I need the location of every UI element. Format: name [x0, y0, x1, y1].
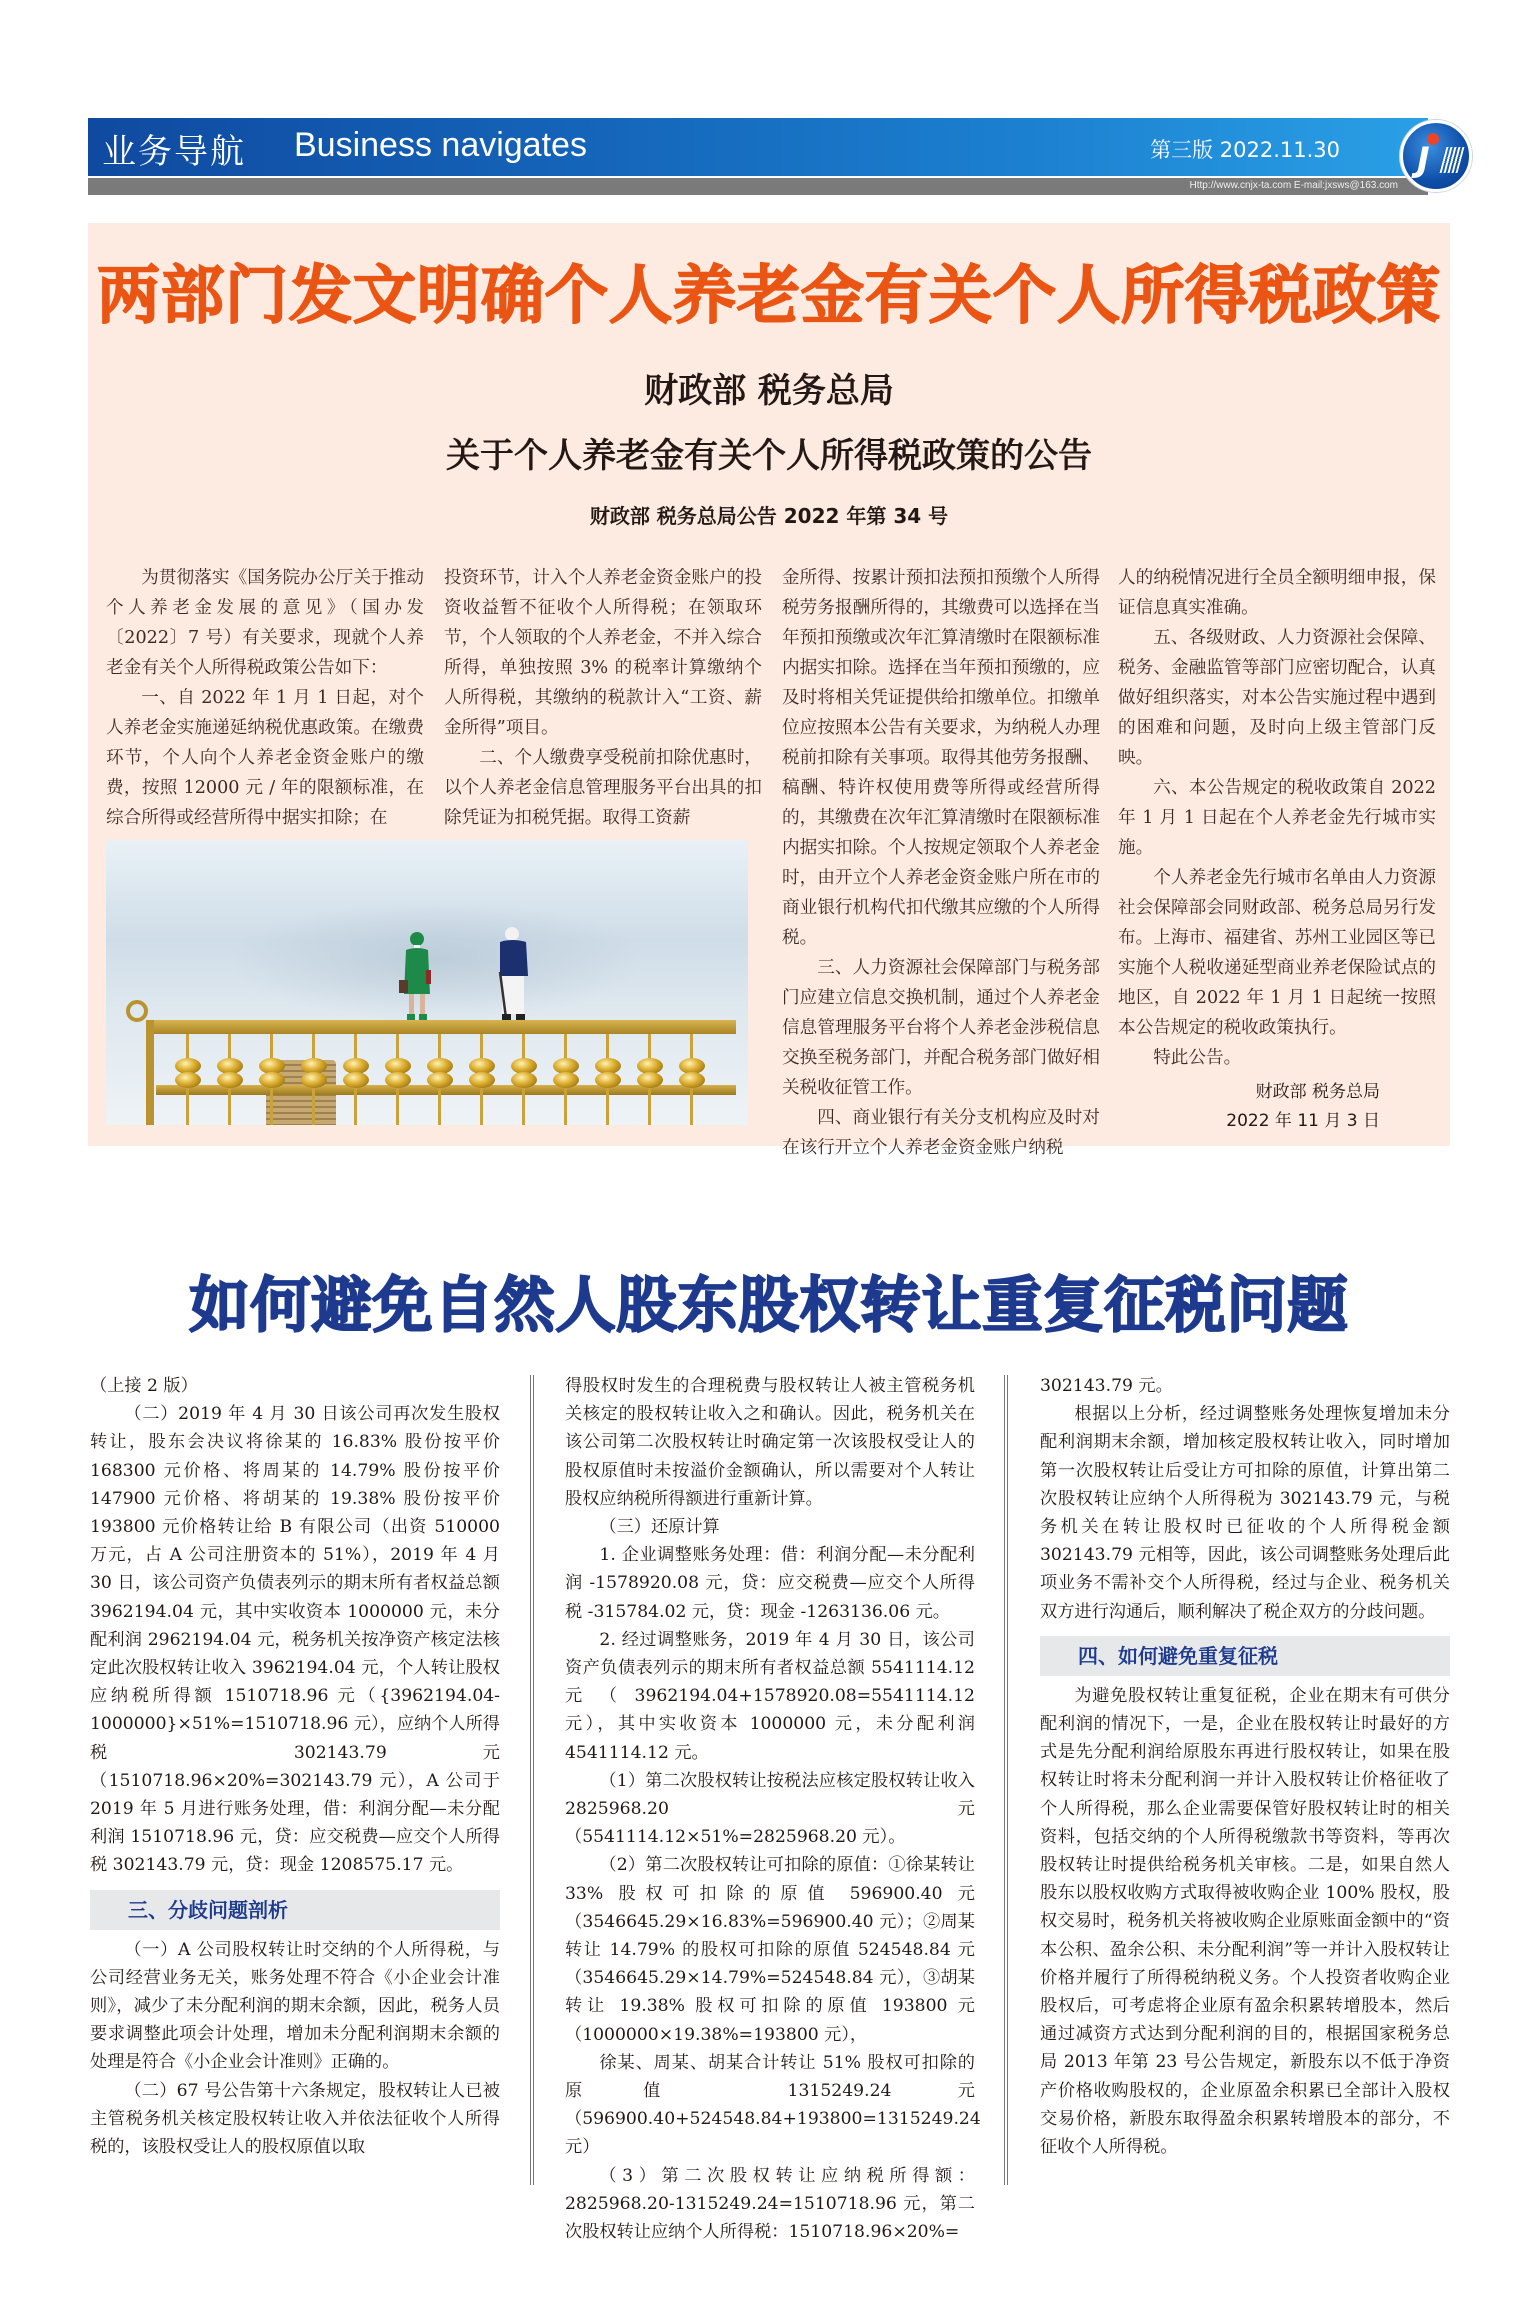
article2-column-2 [565, 1372, 981, 2246]
logo-letter-j: J [1417, 140, 1430, 180]
paragraph: 2. 经过调整账务，2019 年 4 月 30 日，该公司资产负债表列示的期末所有者权益总额 5541114.12 元（3962194.04+1578920.08=5541114.12 元），其中实收资本 1000000 元，未分配利润 4541114.12 元。 [565, 1629, 975, 1763]
paragraph: （2）第二次股权转让可扣除的原值：①徐某转让 33% 股权可扣除的原值 596900.40 元（3546645.29×16.83%=596900.40 元）；②周某转让 14.79% 的股权可扣除的原值 524548.84 元（3546645.29×14.79%=524548.84 元），③胡某转让 19.38% 股权可扣除的原值 193800 元（1000000×19.38%=193800 元）， [565, 1855, 975, 2045]
issuer: 财政部 税务总局 [644, 371, 894, 411]
abacus-top-bar [146, 1020, 736, 1034]
elderly-woman-figure [396, 930, 436, 1022]
abacus-bead [217, 1072, 243, 1088]
abacus-bead [553, 1072, 579, 1088]
notice-number: 财政部 税务总局公告 2022 年第 34 号 [589, 504, 949, 528]
paragraph: 徐某、周某、胡某合计转让 51% 股权可扣除的原值 1315249.24 元（596900.40+524548.84+193800=1315249.24 元） [565, 2052, 981, 2158]
abacus-ring [126, 1000, 148, 1022]
signature-block [1118, 1078, 1436, 1136]
abacus-elderly-photo [106, 840, 748, 1125]
subheading-restore-calc: （三）还原计算 [599, 1517, 720, 1538]
notice-title: 关于个人养老金有关个人所得税政策的公告 [446, 436, 1092, 476]
elderly-man-figure [494, 926, 534, 1022]
paragraph: 人的纳税情况进行全员全额明细申报，保证信息真实准确。 [1118, 568, 1436, 618]
jx-logo-icon [1400, 120, 1472, 192]
contact-info: Http://www.cnjx-ta.com E-mail:jxsws@163.com [1189, 180, 1398, 191]
column-divider [1004, 1375, 1008, 2185]
article2-column-3 [1040, 1372, 1450, 2161]
paragraph: 302143.79 元。 [1040, 1376, 1173, 1396]
paragraph: 一、自 2022 年 1 月 1 日起，对个人养老金实施递延纳税优惠政策。在缴费环节，个人向个人养老金资金账户的缴费，按照 12000 元 / 年的限额标准，在综合所得或经营所得中据实扣除；在 [106, 688, 424, 828]
abacus-bead [679, 1072, 705, 1088]
paragraph: 二、个人缴费享受税前扣除优惠时，以个人养老金信息管理服务平台出具的扣除凭证为扣税凭据。取得工资薪 [444, 748, 762, 828]
abacus-bead [595, 1072, 621, 1088]
paragraph: 特此公告。 [1153, 1048, 1242, 1068]
paragraph: 1. 企业调整账务处理：借：利润分配—未分配利润 -1578920.08 元，贷：应交税费—应交个人所得税 -315784.02 元，贷：现金 -1263136.06 元。 [565, 1545, 975, 1622]
paragraph: 金所得、按累计预扣法预扣预缴个人所得税劳务报酬所得的，其缴费可以选择在当年预扣预缴或次年汇算清缴时在限额标准内据实扣除。选择在当年预扣预缴的，应及时将相关凭证提供给扣缴单位。扣缴单位应按照本公告有关要求，为纳税人办理税前扣除有关事项。取得其他劳务报酬、稿酬、特许权使用费等所得或经营所得的，其缴费在次年汇算清缴时在限额标准内据实扣除。个人按规定领取个人养老金时，由开立个人养老金资金账户所在市的商业银行机构代扣代缴其应缴的个人所得税。 [782, 568, 1100, 948]
article1-column-2 [444, 563, 762, 833]
paragraph: 五、各级财政、人力资源社会保障、税务、金融监管等部门应密切配合，认真做好组织落实，对本公告实施过程中遇到的困难和问题，及时向上级主管部门反映。 [1118, 628, 1436, 768]
paragraph: （二）2019 年 4 月 30 日该公司再次发生股权转让，股东会决议将徐某的 16.83% 股份按平价 168300 元价格、将周某的 14.79% 股份按平价 147900 元价格、将胡某的 19.38% 股份按平价 193800 元价格转让给 B 有限公司（出资 510000 万元，占 A 公司注册资本的 51%），2019 年 4 月 30 日，该公司资产负债表列示的期末所有者权益总额 3962194.04 元，其中实收资本 1000000 元，未分配利润 2962194.04 元，税务机关按净资产核定法核定此次股权转让收入 3962194.04 元，个人转让股权应纳税所得额 1510718.96 元（{3962194.04-1000000}×51%=1510718.96 元），应纳个人所得税 302143.79 元（1510718.96×20%=302143.79 元），A 公司于 2019 年 5 月进行账务处理，借：利润分配—未分配利润 1510718.96 元，贷：应交税费—应交个人所得税 302143.79 元，贷：现金 1208575.17 元。 [90, 1404, 500, 1876]
edition-date: 第三版 2022.11.30 [1150, 138, 1340, 162]
abacus-bead [427, 1072, 453, 1088]
abacus-bead [259, 1072, 285, 1088]
masthead-contact-bar [88, 178, 1428, 195]
article1-column-3 [782, 563, 1100, 1163]
abacus-bead [469, 1072, 495, 1088]
article1-column-1 [106, 563, 424, 833]
article-pension-tax-policy [88, 223, 1450, 1158]
logo-stripes [1440, 147, 1465, 173]
section-title-en: Business navigates [294, 126, 587, 164]
abacus-bead [385, 1072, 411, 1088]
headline-pension-tax: 两部门发文明确个人养老金有关个人所得税政策 [97, 259, 1441, 332]
paragraph: 四、商业银行有关分支机构应及时对在该行开立个人养老金资金账户纳税 [782, 1108, 1100, 1158]
abacus-bead [511, 1072, 537, 1088]
abacus-bead [637, 1072, 663, 1088]
paragraph: （一）A 公司股权转让时交纳的个人所得税，与公司经营业务无关，账务处理不符合《小企业会计准则》，减少了未分配利润的期末余额，因此，税务人员要求调整此项会计处理，增加未分配利润期末余额的处理是符合《小企业会计准则》正确的。 [90, 1939, 500, 2073]
article1-column-4 [1118, 563, 1436, 1073]
column-divider [530, 1375, 534, 2185]
abacus-side-bar [146, 1020, 154, 1125]
masthead-banner [88, 118, 1430, 180]
continued-from-note: （上接 2 版） [90, 1376, 198, 1396]
paragraph: 根据以上分析，经过调整账务处理恢复增加未分配利润期末余额，增加核定股权转让收入，同时增加第一次股权转让后受让方可扣除的原值，计算出第二次股权转让应纳个人所得税为 302143.79 元，与税务机关在转让股权时已征收的个人所得税金额 302143.79 元相等，因此，该公司调整账务处理后此项业务不需补交个人所得税，经过与企业、税务机关双方进行沟通后，顺利解决了税企双方的分歧问题。 [1040, 1404, 1450, 1622]
paragraph: （二）67 号公告第十六条规定，股权转让人已被主管税务机关核定股权转让收入并依法征收个人所得税的，该股权受让人的股权原值以取 [90, 2080, 500, 2158]
paragraph: 投资环节，计入个人养老金资金账户的投资收益暂不征收个人所得税；在领取环节，个人领取的个人养老金，不并入综合所得，单独按照 3% 的税率计算缴纳个人所得税，其缴纳的税款计入“工资、薪金所得”项目。 [444, 568, 762, 738]
headline-equity-transfer-tax: 如何避免自然人股东股权转让重复征税问题 [189, 1271, 1349, 1341]
paragraph: （3）第二次股权转让应纳税所得额：2825968.20-1315249.24=1510718.96 元，第二次股权转让应纳个人所得税：1510718.96×20%= [565, 2165, 975, 2243]
paragraph: 为贯彻落实《国务院办公厅关于推动个人养老金发展的意见》（国办发〔2022〕7 号）有关要求，现就个人养老金有关个人所得税政策公告如下： [106, 568, 424, 678]
paragraph: 六、本公告规定的税收政策自 2022 年 1 月 1 日起在个人养老金先行城市实施。 [1118, 778, 1436, 858]
cloud-shape [226, 900, 646, 1020]
section-heading-4: 四、如何避免重复征税 [1040, 1636, 1450, 1676]
abacus-bead [343, 1072, 369, 1088]
paragraph: 为避免股权转让重复征税，企业在期末有可供分配利润的情况下，一是，企业在股权转让时最好的方式是先分配利润给原股东再进行股权转让，如果在股权转让时将未分配利润一并计入股权转让价格征收了个人所得税，那么企业需要保管好股权转让时的相关资料，包括交纳的个人所得税缴款书等资料，等再次股权转让时提供给税务机关审核。二是，如果自然人股东以股权收购方式取得被收购企业 100% 股权，股权交易时，税务机关将被收购企业原账面金额中的“资本公积、盈余公积、未分配利润”等一并计入股权转让价格并履行了所得税纳税义务。个人投资者收购企业股权后，可考虑将企业原有盈余积累转增股本，然后通过减资方式达到分配利润的目的，根据国家税务总局 2013 年第 23 号公告规定，新股东以不低于净资产价格收购股权的，企业原盈余积累已全部计入股权交易价格，新股东取得盈余积累转增股本的部分，不征收个人所得税。 [1040, 1685, 1450, 2158]
article2-column-1 [90, 1372, 500, 2161]
abacus-bead [301, 1072, 327, 1088]
signature-org: 财政部 税务总局 [1255, 1082, 1380, 1102]
paragraph: （1）第二次股权转让按税法应核定股权转让收入 2825968.20 元（5541114.12×51%=2825968.20 元）。 [565, 1770, 975, 1848]
paragraph: 三、人力资源社会保障部门与税务部门应建立信息交换机制，通过个人养老金信息管理服务平台将个人养老金涉税信息交换至税务部门，并配合税务部门做好相关税收征管工作。 [782, 958, 1100, 1098]
paragraph: 个人养老金先行城市名单由人力资源社会保障部会同财政部、税务总局另行发布。上海市、福建省、苏州工业园区等已实施个人税收递延型商业养老保险试点的地区，自 2022 年 1 月 1 日起统一按照本公告规定的税收政策执行。 [1118, 868, 1436, 1038]
paragraph: 得股权时发生的合理税费与股权转让人被主管税务机关核定的股权转让收入之和确认。因此，税务机关在该公司第二次股权转让时确定第一次该股权受让人的股权原值时未按溢价金额确认，所以需要对个人转让股权应纳税所得额进行重新计算。 [565, 1376, 975, 1509]
section-title-cn: 业务导航 [102, 132, 246, 172]
abacus-bead [175, 1072, 201, 1088]
signature-date: 2022 年 11 月 3 日 [1226, 1111, 1380, 1131]
section-heading-3: 三、分歧问题剖析 [90, 1890, 500, 1930]
